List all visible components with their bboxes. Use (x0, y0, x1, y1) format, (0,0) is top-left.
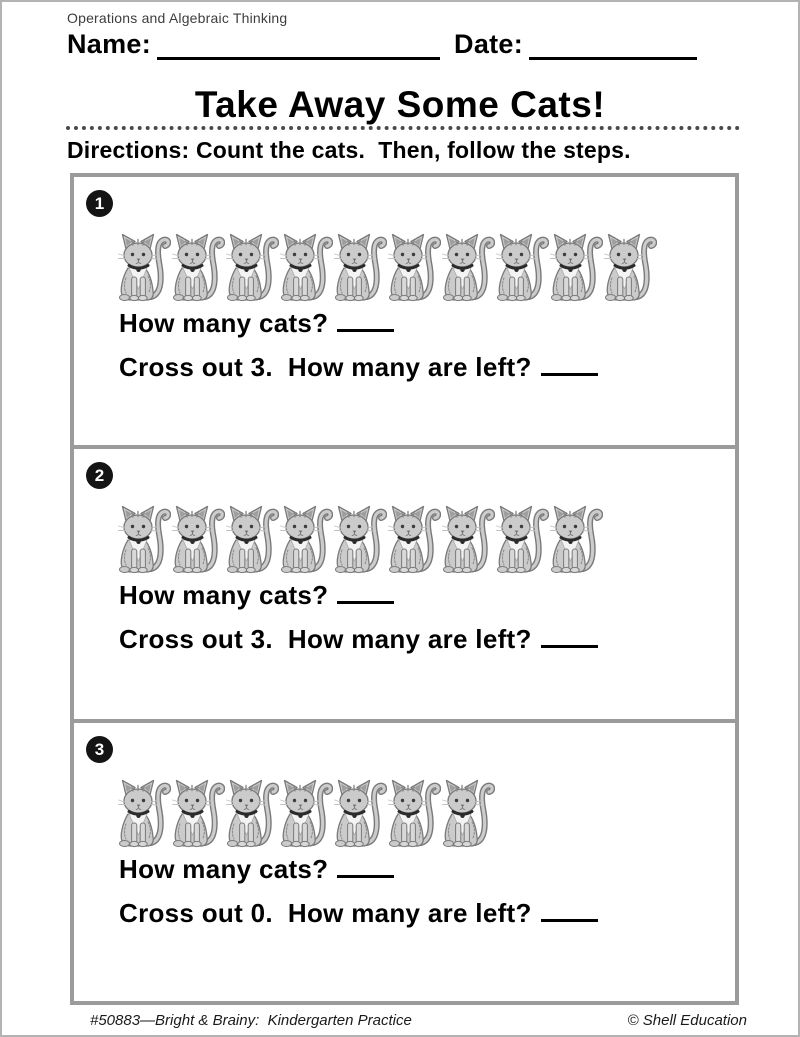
worksheet-title: Take Away Some Cats! (194, 84, 606, 125)
problem-number-badge: 2 (86, 462, 113, 489)
question-how-many (119, 308, 394, 339)
question-cross-out (119, 898, 598, 929)
date-input-line[interactable] (529, 34, 697, 60)
directions-text: Count the cats. Then, follow the steps. (195, 137, 631, 163)
cat-icon (495, 502, 549, 576)
question-cross-out (119, 352, 598, 383)
cat-icon (495, 230, 549, 304)
cat-icon (279, 230, 333, 304)
cat-icon (117, 230, 171, 304)
cats-row (117, 502, 603, 576)
cat-icon (117, 776, 171, 850)
answer-blank[interactable] (337, 308, 394, 332)
cats-row (117, 776, 495, 850)
cat-icon (441, 776, 495, 850)
cat-icon (441, 230, 495, 304)
question-text: How many cats? (119, 854, 329, 884)
question-text: How many cats? (119, 308, 329, 338)
answer-blank[interactable] (541, 898, 598, 922)
answer-blank[interactable] (337, 580, 394, 604)
cat-icon (171, 776, 225, 850)
footer-book-id: #50883—Bright & Brainy: Kindergarten Practice (90, 1012, 412, 1029)
cat-icon (387, 502, 441, 576)
cat-icon (279, 502, 333, 576)
page-footer (90, 1012, 747, 1029)
cat-icon (387, 230, 441, 304)
cat-icon (171, 230, 225, 304)
answer-blank[interactable] (541, 352, 598, 376)
cat-icon (387, 776, 441, 850)
cat-icon (225, 776, 279, 850)
question-text: How many cats? (119, 580, 329, 610)
cat-icon (279, 776, 333, 850)
question-text: Cross out 3. How many are left? (119, 624, 532, 654)
cats-row (117, 230, 657, 304)
directions-line (67, 137, 631, 164)
directions-label: Directions: (67, 137, 190, 163)
cat-icon (225, 502, 279, 576)
problems-box (70, 173, 739, 1005)
answer-blank[interactable] (337, 854, 394, 878)
name-date-row (67, 30, 739, 60)
cat-icon (603, 230, 657, 304)
answer-blank[interactable] (541, 624, 598, 648)
question-how-many (119, 580, 394, 611)
cat-icon (333, 230, 387, 304)
problem-3 (74, 719, 735, 1001)
cat-icon (333, 776, 387, 850)
cat-icon (333, 502, 387, 576)
date-label: Date: (454, 29, 524, 59)
cat-icon (441, 502, 495, 576)
dotted-divider (66, 126, 740, 130)
question-cross-out (119, 624, 598, 655)
name-label: Name: (67, 29, 152, 59)
name-input-line[interactable] (157, 34, 440, 60)
question-text: Cross out 3. How many are left? (119, 352, 532, 382)
cat-icon (171, 502, 225, 576)
problem-number-badge: 1 (86, 190, 113, 217)
cat-icon (117, 502, 171, 576)
cat-icon (549, 230, 603, 304)
footer-publisher: © Shell Education (627, 1012, 747, 1029)
strand-header-label: Operations and Algebraic Thinking (67, 10, 288, 26)
question-text: Cross out 0. How many are left? (119, 898, 532, 928)
problem-number-badge: 3 (86, 736, 113, 763)
problem-2 (74, 445, 735, 719)
question-how-many (119, 854, 394, 885)
cat-icon (225, 230, 279, 304)
problem-1 (74, 177, 735, 445)
cat-icon (549, 502, 603, 576)
